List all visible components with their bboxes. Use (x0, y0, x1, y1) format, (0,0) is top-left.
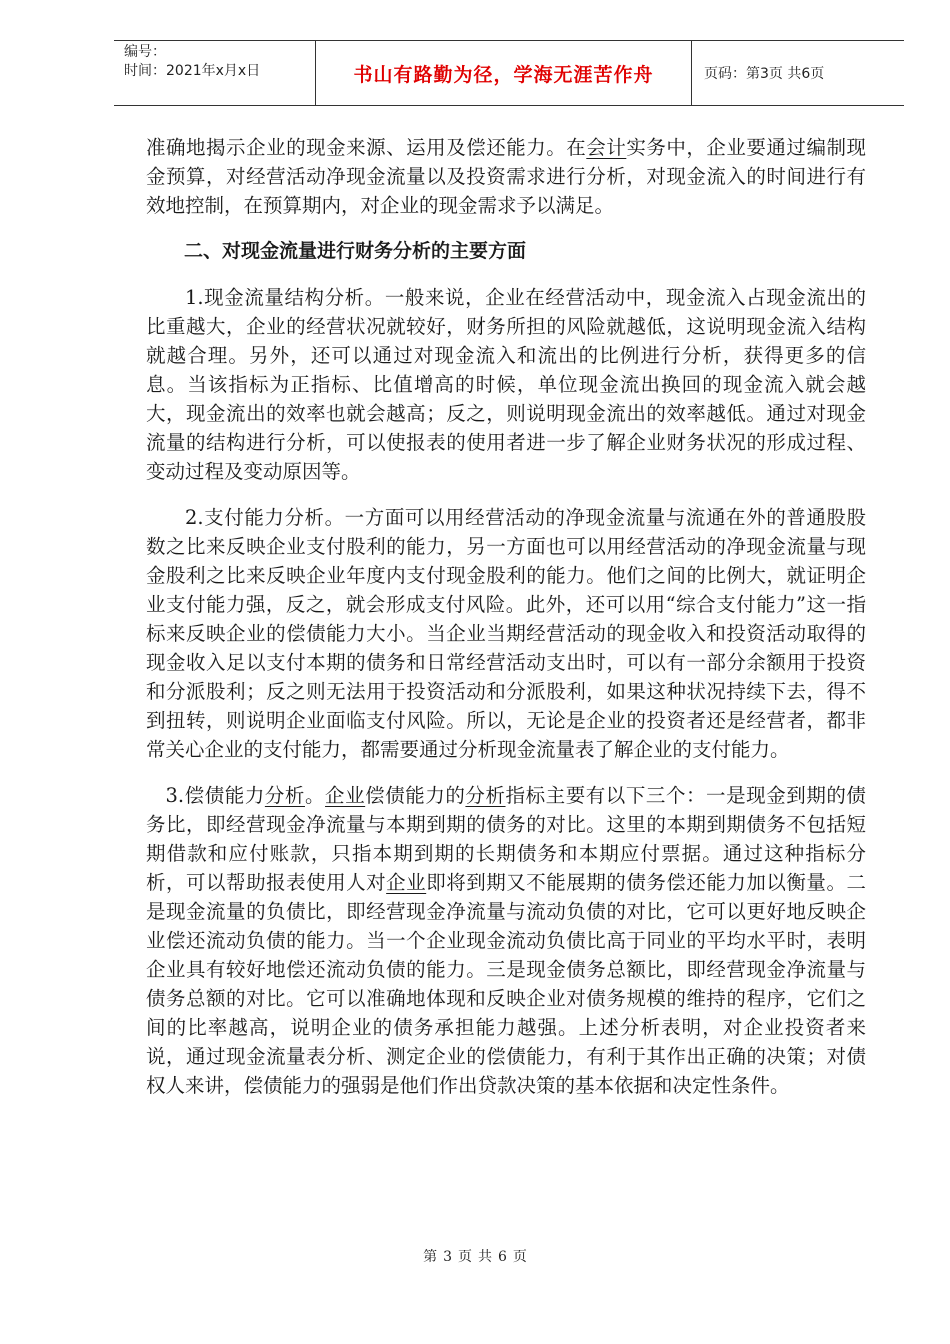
paragraph-solvency (146, 781, 866, 1100)
link-qiye-2[interactable]: 企业 (386, 871, 427, 894)
text-segment: 偿债能力的 (365, 784, 466, 807)
paragraph-payment-ability: 2.支付能力分析。一方面可以用经营活动的净现金流量与流通在外的普通股股数之比来反映企业支付股利的能力，另一方面也可以用经营活动的净现金流量与现金股利之比来反映企业年度内支付现金股利的能力。他们之间的比例大，就证明企业支付能力强，反之，就会形成支付风险。此外，还可以用“综合支付能力”这一指标来反映企业的偿债能力大小。当企业当期经营活动的现金收入和投资活动取得的现金收入足以支付本期的债务和日常经营活动支出时，可以有一部分余额用于投资和分派股利；反之则无法用于投资活动和分派股利，如果这种状况持续下去，得不到扭转，则说明企业面临支付风险。所以，无论是企业的投资者还是经营者，都非常关心企业的支付能力，都需要通过分析现金流量表了解企业的支付能力。 (146, 506, 866, 761)
link-fenxi[interactable]: 分析 (264, 784, 305, 807)
header-number-label: 编号： (124, 44, 166, 60)
footer-di: 第 (423, 1249, 438, 1265)
page-header (114, 40, 904, 106)
link-kuaiji[interactable]: 会计 (586, 136, 627, 159)
paragraph-intro (146, 133, 866, 220)
header-time: 时间：2021年x月x日 (124, 63, 261, 79)
header-page-text: 页码：第3页 共6页 (704, 66, 825, 82)
text-segment: 准确地揭示企业的现金来源、运用及偿还能力。在 (146, 136, 587, 159)
section-heading: 二、对现金流量进行财务分析的主要方面 (184, 240, 527, 262)
footer-ye2: 页 (512, 1249, 527, 1265)
link-qiye[interactable]: 企业 (325, 784, 366, 807)
text-segment: 实务中，企业要通过编制现金预算，对经营活动净现金流量以及投资需求进行分析，对现金流入的时间进行有效地控制，在预算期内，对企业的现金需求予以满足。 (146, 136, 866, 217)
text-segment: 即将到期又不能展期的债务偿还能力加以衡量。二是现金流量的负债比，即经营现金净流量与流动负债的对比，它可以更好地反映企业偿还流动负债的能力。当一个企业现金流动负债比高于同业的平均水平时，表明企业具有较好地偿还流动负债的能力。三是现金债务总额比，即经营现金净流量与债务总额的对比。它可以准确地体现和反映企业对债务规模的维持的程序，它们之间的比率越高，说明企业的债务承担能力越强。上述分析表明，对企业投资者来说，通过现金流量表分析、测定企业的偿债能力，有利于其作出正确的决策；对债权人来讲，偿债能力的强弱是他们作出贷款决策的基本依据和决定性条件。 (146, 871, 866, 1097)
header-meta (114, 41, 316, 105)
link-fenxi-2[interactable]: 分析 (465, 784, 506, 807)
footer-gong: 共 (478, 1249, 492, 1265)
header-motto: 书山有路勤为径，学海无涯苦作舟 (316, 41, 692, 105)
text-segment: 3.偿债能力 (165, 784, 265, 807)
document-body (146, 133, 866, 1117)
paragraph-structure-analysis: 1.现金流量结构分析。一般来说，企业在经营活动中，现金流入占现金流出的比重越大，企业的经营状况就较好，财务所担的风险就越低，这说明现金流入结构就越合理。另外，还可以通过对现金流入和流出的比例进行分析，获得更多的信息。当该指标为正指标、比值增高的时候，单位现金流出换回的现金流入就会越大，现金流出的效率也就会越高；反之，则说明现金流出的效率越低。通过对现金流量的结构进行分析，可以使报表的使用者进一步了解企业财务状况的形成过程、变动过程及变动原因等。 (146, 286, 866, 483)
page-footer (0, 1246, 950, 1266)
footer-total-pages: 6 (498, 1249, 507, 1265)
footer-ye: 页 (458, 1249, 472, 1265)
footer-page-number: 3 (443, 1249, 452, 1265)
text-segment: 指标主要有以下三个：一是现金到期的债务比，即经营现金净流量与本期到期的债务的对比。这里的本期到期债务不包括短期借款和应付账款，只指本期到期的长期债务和本期应付票据。通过这种指标分析，可以帮助报表使用人对 (146, 784, 866, 894)
text-segment: 。 (304, 784, 326, 807)
header-page-label (692, 41, 904, 105)
